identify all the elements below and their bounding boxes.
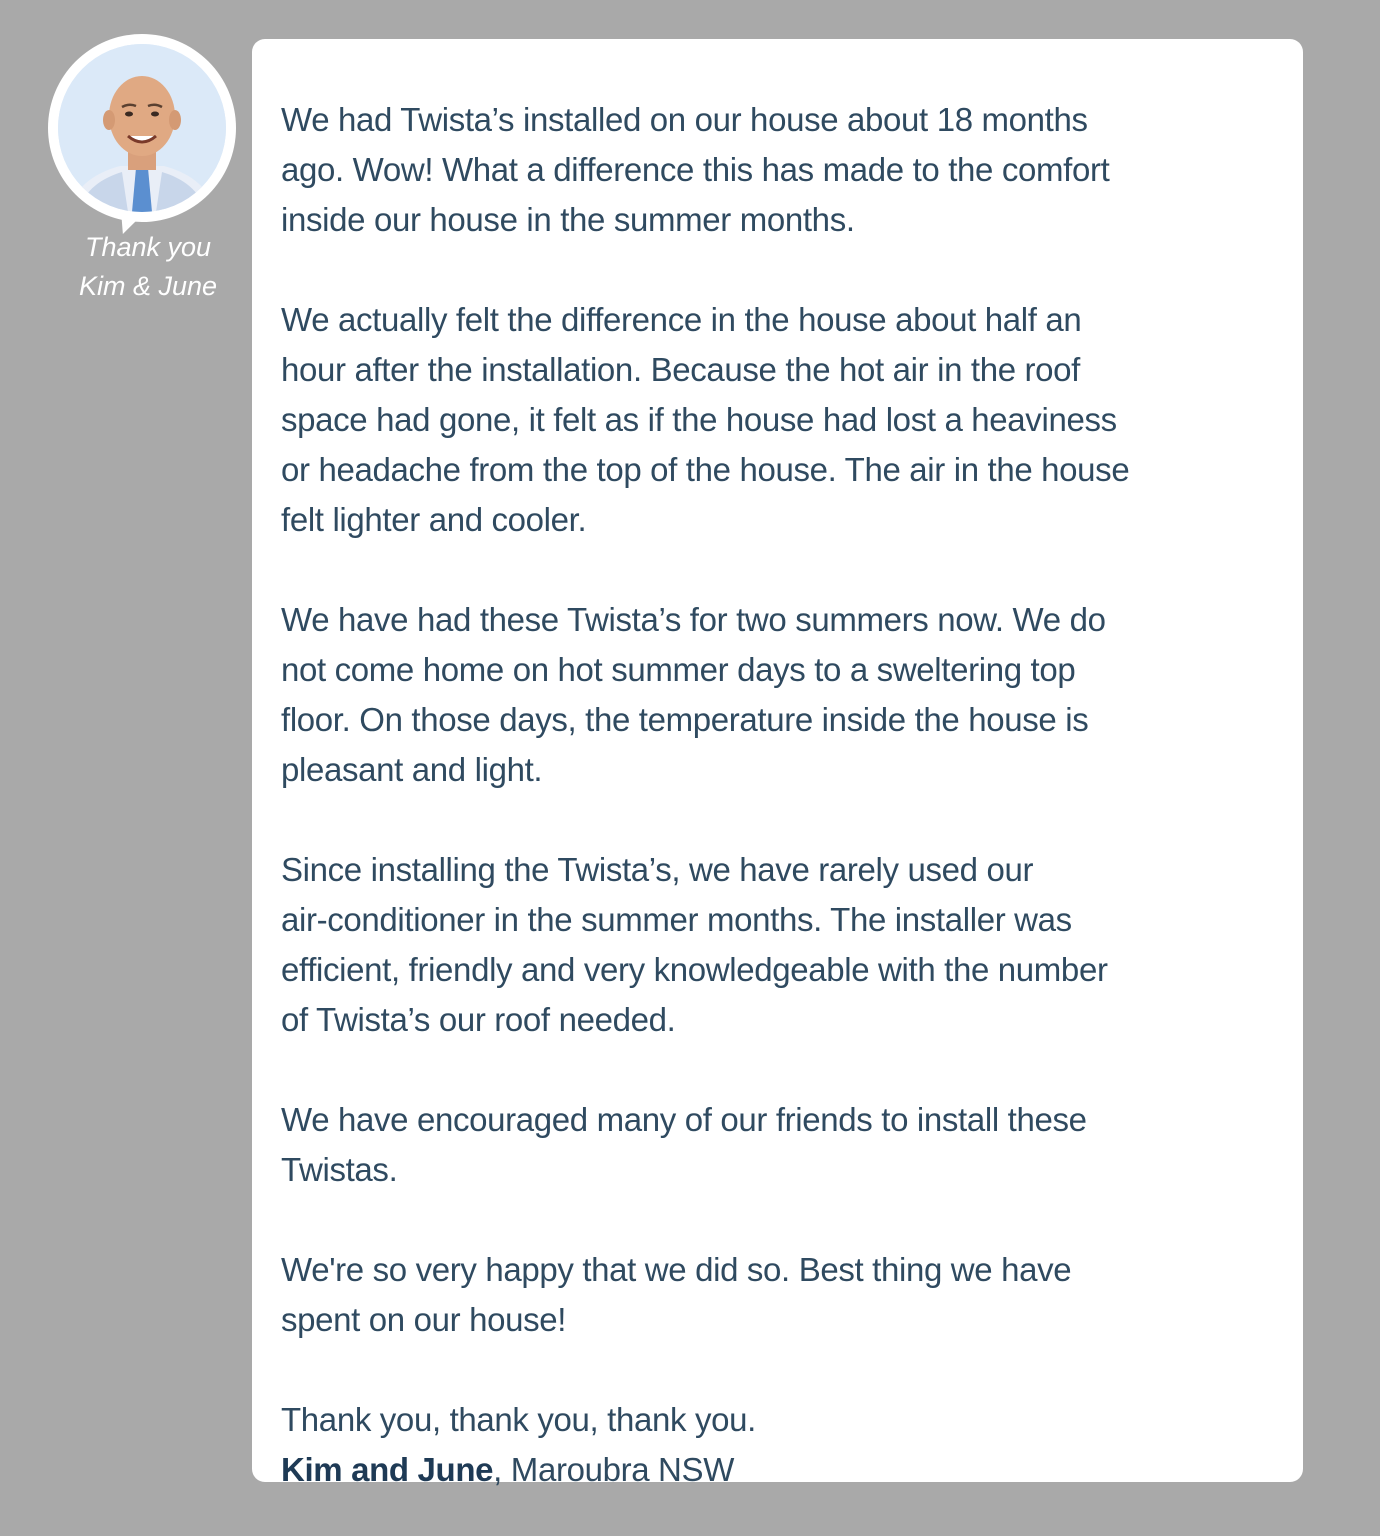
caption-line-names: Kim & June xyxy=(78,271,218,301)
paragraph-line: We had Twista’s installed on our house about 18 months xyxy=(281,101,1088,138)
closing-line: Thank you, thank you, thank you. xyxy=(281,1401,756,1438)
paragraph-line: We have encouraged many of our friends to install these xyxy=(281,1101,1087,1138)
paragraph-line: efficient, friendly and very knowledgeable with the number xyxy=(281,951,1108,988)
paragraph-line: floor. On those days, the temperature inside the house is xyxy=(281,701,1089,738)
paragraph-line: air-conditioner in the summer months. The installer was xyxy=(281,901,1072,938)
paragraph-line: pleasant and light. xyxy=(281,751,543,788)
testimonial-paragraph xyxy=(281,1095,1275,1195)
testimonial-paragraph xyxy=(281,595,1275,795)
testimonial-paragraph xyxy=(281,295,1275,545)
paragraph-line: inside our house in the summer months. xyxy=(281,201,855,238)
paragraph-line: not come home on hot summer days to a sweltering top xyxy=(281,651,1076,688)
paragraph-line: hour after the installation. Because the hot air in the roof xyxy=(281,351,1081,388)
closing-paragraph xyxy=(281,1395,1275,1445)
paragraph-line: ago. Wow! What a difference this has made to the comfort xyxy=(281,151,1110,188)
caption-line-thank-you: Thank you xyxy=(84,232,212,262)
paragraph-line: We have had these Twista’s for two summers now. We do xyxy=(281,601,1106,638)
author-name: Kim and June xyxy=(281,1451,494,1488)
signature xyxy=(281,1445,1275,1495)
paragraph-line: or headache from the top of the house. The air in the house xyxy=(281,451,1130,488)
paragraph-line: We actually felt the difference in the house about half an xyxy=(281,301,1082,338)
person-photo-icon xyxy=(58,44,226,212)
author-location: , Maroubra NSW xyxy=(493,1451,734,1488)
avatar xyxy=(48,34,236,244)
testimonial-card xyxy=(252,39,1303,1488)
paragraph-line: space had gone, it felt as if the house had lost a heaviness xyxy=(281,401,1117,438)
paragraph-line: of Twista’s our roof needed. xyxy=(281,1001,676,1038)
caption xyxy=(60,228,236,306)
paragraph-line: Since installing the Twista’s, we have rarely used our xyxy=(281,851,1034,888)
paragraph-line: felt lighter and cooler. xyxy=(281,501,587,538)
paragraph-line: We're so very happy that we did so. Best thing we have xyxy=(281,1251,1072,1288)
paragraph-line: spent on our house! xyxy=(281,1301,567,1338)
testimonial-paragraph xyxy=(281,1245,1275,1345)
testimonial-paragraph xyxy=(281,845,1275,1045)
paragraph-line: Twistas. xyxy=(281,1151,398,1188)
testimonial-paragraph xyxy=(281,95,1275,245)
